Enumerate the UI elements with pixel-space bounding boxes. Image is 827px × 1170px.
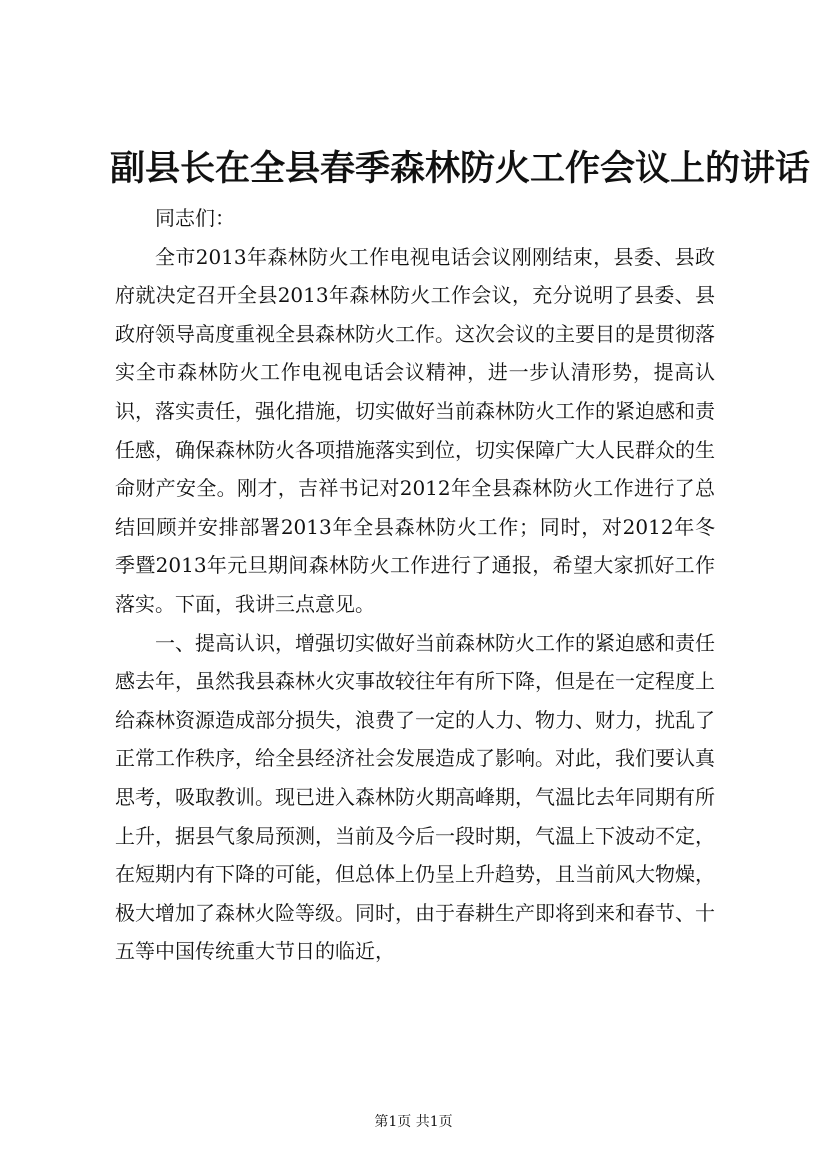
document-body [115, 195, 715, 971]
paragraph-intro: 全市2013年森林防火工作电视电话会议刚刚结束，县委、县政府就决定召开全县2013年森林防火工作会议，充分说明了县委、县政府领导高度重视全县森林防火工作。这次会议的主要目的是贯彻落实全市森林防火工作电视电话会议精神，进一步认清形势，提高认识，落实责任，强化措施，切实做好当前森林防火工作的紧迫感和责任感，确保森林防火各项措施落实到位，切实保障广大人民群众的生命财产安全。刚才，吉祥书记对2012年全县森林防火工作进行了总结回顾并安排部署2013年全县森林防火工作；同时，对2012年冬季暨2013年元旦期间森林防火工作进行了通报，希望大家抓好工作落实。下面，我讲三点意见。 [115, 244, 715, 616]
page-footer: 第1页 共1页 [374, 1114, 453, 1130]
paragraph-point-one: 一、提高认识，增强切实做好当前森林防火工作的紧迫感和责任感去年，虽然我县森林火灾事故较往年有所下降，但是在一定程度上给森林资源造成部分损失，浪费了一定的人力、物力、财力，扰乱了正常工作秩序，给全县经济社会发展造成了影响。对此，我们要认真思考，吸取教训。现已进入森林防火期高峰期，气温比去年同期有所上升，据县气象局预测，当前及今后一段时期，气温上下波动不定，在短期内有下降的可能，但总体上仍呈上升趋势，且当前风大物燥，极大增加了森林火险等级。同时，由于春耕生产即将到来和春节、十五等中国传统重大节日的临近， [115, 630, 715, 964]
document-title: 副县长在全县春季森林防火工作会议上的讲话 [110, 148, 811, 189]
salutation: 同志们： [155, 206, 235, 230]
